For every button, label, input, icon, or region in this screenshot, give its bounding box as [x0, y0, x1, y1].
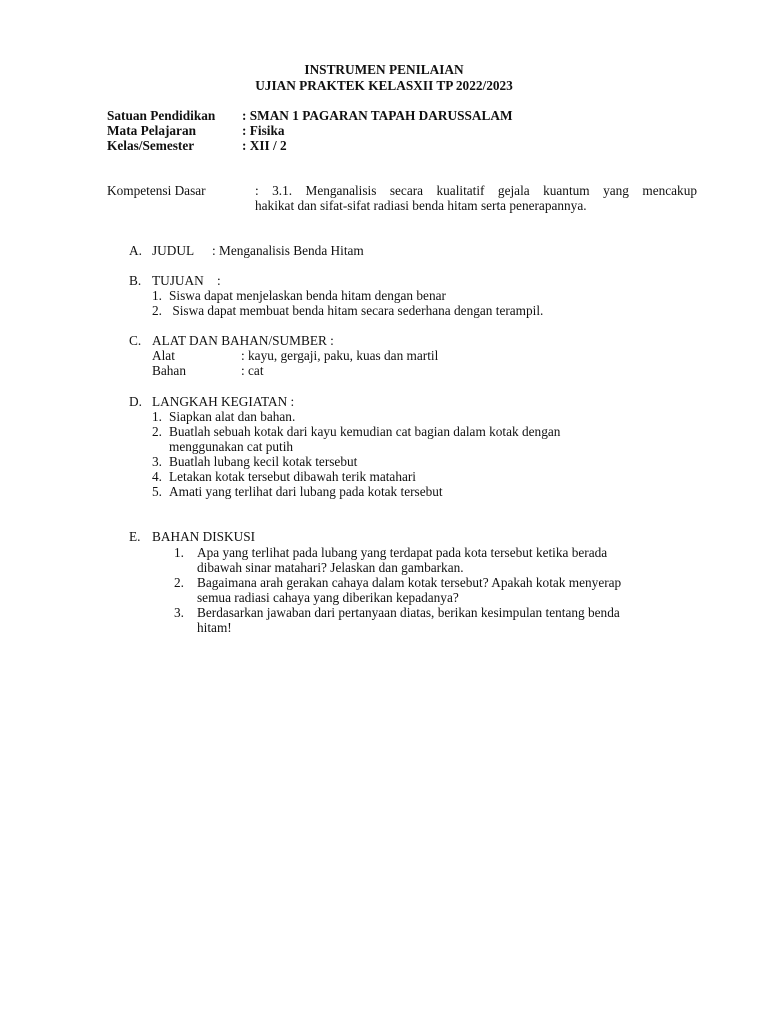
kompetensi-line-1: : 3.1. Menganalisis secara kualitatif gejala kuantum yang mencakup: [255, 183, 697, 198]
info-value-class: : XII / 2: [242, 138, 287, 153]
section-a-value: : Menganalisis Benda Hitam: [212, 243, 364, 258]
info-value-subject: : Fisika: [242, 123, 285, 138]
info-label-school: Satuan Pendidikan: [107, 108, 216, 123]
alat-value: : kayu, gergaji, paku, kuas dan martil: [241, 348, 439, 363]
tujuan-item-2: Siswa dapat membuat benda hitam secara sederhana dengan terampil.: [169, 303, 544, 318]
langkah-num-4: 4.: [152, 469, 162, 484]
langkah-num-1: 1.: [152, 409, 162, 424]
kompetensi-label: Kompetensi Dasar: [107, 183, 206, 198]
alat-label: Alat: [152, 348, 175, 363]
info-value-school: : SMAN 1 PAGARAN TAPAH DARUSSALAM: [242, 108, 513, 123]
tujuan-num-1: 1.: [152, 288, 162, 303]
section-b-letter: B.: [129, 273, 142, 288]
langkah-num-5: 5.: [152, 484, 162, 499]
section-c-heading: ALAT DAN BAHAN/SUMBER :: [152, 333, 334, 348]
langkah-item-2-line-1: Buatlah sebuah kotak dari kayu kemudian cat bagian dalam kotak dengan: [169, 424, 561, 439]
tujuan-num-2: 2.: [152, 303, 162, 318]
langkah-item-3: Buatlah lubang kecil kotak tersebut: [169, 454, 358, 469]
section-c-letter: C.: [129, 333, 142, 348]
diskusi-item-3-line-2: hitam!: [197, 620, 232, 635]
section-a-heading: JUDUL: [152, 243, 195, 258]
section-b-heading: TUJUAN :: [152, 273, 221, 288]
section-d-heading: LANGKAH KEGIATAN :: [152, 394, 295, 409]
diskusi-num-1: 1.: [174, 545, 184, 560]
kompetensi-line-2: hakikat dan sifat-sifat radiasi benda hitam serta penerapannya.: [255, 198, 587, 213]
info-label-subject: Mata Pelajaran: [107, 123, 196, 138]
bahan-value: : cat: [241, 363, 264, 378]
document-title: INSTRUMEN PENILAIAN: [304, 62, 464, 77]
document-subtitle: UJIAN PRAKTEK KELASXII TP 2022/2023: [255, 78, 513, 93]
diskusi-item-2-line-2: semua radiasi cahaya yang diberikan kepadanya?: [197, 590, 459, 605]
langkah-num-2: 2.: [152, 424, 162, 439]
kompetensi-text: [255, 183, 697, 213]
langkah-item-5: Amati yang terlihat dari lubang pada kotak tersebut: [169, 484, 443, 499]
diskusi-num-2: 2.: [174, 575, 184, 590]
diskusi-item-2-line-1: Bagaimana arah gerakan cahaya dalam kotak tersebut? Apakah kotak menyerap: [197, 575, 622, 590]
langkah-item-1: Siapkan alat dan bahan.: [169, 409, 296, 424]
diskusi-item-1-line-2: dibawah sinar matahari? Jelaskan dan gambarkan.: [197, 560, 464, 575]
section-a-letter: A.: [129, 243, 142, 258]
section-e-heading: BAHAN DISKUSI: [152, 529, 256, 544]
langkah-item-4: Letakan kotak tersebut dibawah terik matahari: [169, 469, 416, 484]
section-d-letter: D.: [129, 394, 142, 409]
section-e-letter: E.: [129, 529, 141, 544]
tujuan-item-1: Siswa dapat menjelaskan benda hitam dengan benar: [169, 288, 446, 303]
langkah-num-3: 3.: [152, 454, 162, 469]
info-label-class: Kelas/Semester: [107, 138, 195, 153]
langkah-item-2-line-2: menggunakan cat putih: [169, 439, 294, 454]
diskusi-item-3-line-1: Berdasarkan jawaban dari pertanyaan diatas, berikan kesimpulan tentang benda: [197, 605, 620, 620]
diskusi-num-3: 3.: [174, 605, 184, 620]
bahan-label: Bahan: [152, 363, 186, 378]
diskusi-item-1-line-1: Apa yang terlihat pada lubang yang terdapat pada kota tersebut ketika berada: [197, 545, 608, 560]
